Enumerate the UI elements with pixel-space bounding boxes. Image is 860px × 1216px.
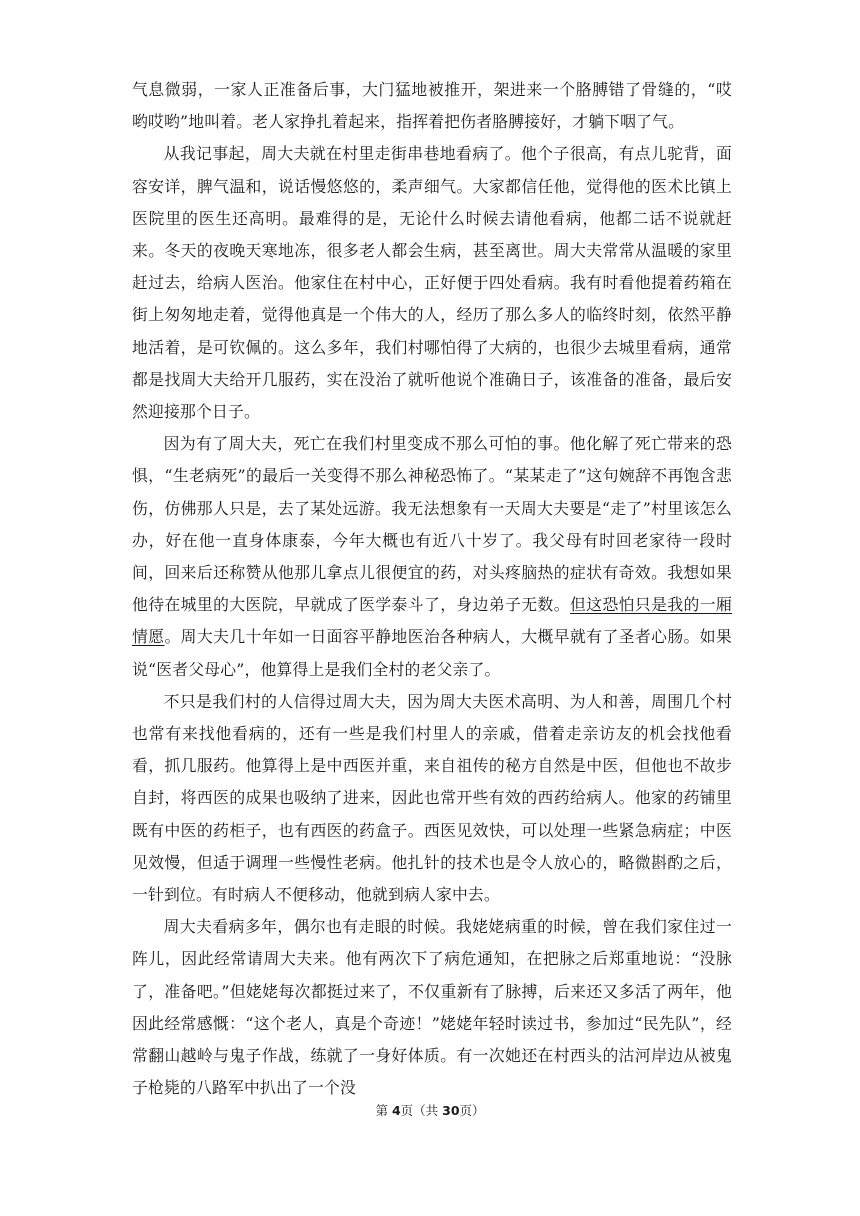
total-pages: 30 bbox=[442, 1103, 460, 1118]
paragraph: 气息微弱，一家人正准备后事，大门猛地被推开，架进来一个胳膊错了骨缝的，“哎哟哎哟”地叫着。老人家挣扎着起来，指挥着把伤者胳膊接好，才躺下咽了气。 bbox=[132, 80, 732, 132]
page-footer bbox=[0, 1101, 860, 1119]
paragraph: 周大夫看病多年，偶尔也有走眼的时候。我姥姥病重的时候，曾在我们家住过一阵儿，因此经常请周大夫来。他有两次下了病危通知，在把脉之后郑重地说：“没脉了，准备吧。”但姥姥每次都挺过来了，不仅重新有了脉搏，后来还又多活了两年，他因此经常感慨：“这个老人，真是个奇迹！”姥姥年轻时读过书，参加过“民先队”，经常翻山越岭与鬼子作战，练就了一身好体质。有一次她还在村西头的沽河岸边从被鬼子枪毙的八路军中扒出了一个没 bbox=[132, 917, 732, 1098]
paragraph-text: 。周大夫几十年如一日面容平静地医治各种病人，大概早就有了圣者心肠。如果说“医者父母心”，他算得上是我们全村的老父亲了。 bbox=[132, 627, 732, 679]
body-text bbox=[132, 74, 732, 1105]
paragraph: 从我记事起，周大夫就在村里走街串巷地看病了。他个子很高，有点儿驼背，面容安详，脾气温和，说话慢悠悠的，柔声细气。大家都信任他，觉得他的医术比镇上医院里的医生还高明。最难得的是，无论什么时候去请他看病，他都二话不说就赶来。冬天的夜晚天寒地冻，很多老人都会生病，甚至离世。周大夫常常从温暖的家里赶过去，给病人医治。他家住在村中心，正好便于四处看病。我有时看他提着药箱在街上匆匆地走着，觉得他真是一个伟大的人，经历了那么多人的临终时刻，依然平静地活着，是可钦佩的。这么多年，我们村哪怕得了大病的，也很少去城里看病，通常都是找周大夫给开几服药，实在没治了就听他说个准确日子，该准备的准备，最后安然迎接那个日子。 bbox=[132, 144, 732, 422]
paragraph: 不只是我们村的人信得过周大夫，因为周大夫医术高明、为人和善，周围几个村也常有来找他看病的，还有一些是我们村里人的亲戚，借着走亲访友的机会找他看看，抓几服药。他算得上是中西医并重，来自祖传的秘方自然是中医，但他也不故步自封，将西医的成果也吸纳了进来，因此也常开些有效的西药给病人。他家的药铺里既有中医的药柜子，也有西医的药盒子。西医见效快，可以处理一些紧急病症；中医见效慢，但适于调理一些慢性老病。他扎针的技术也是令人放心的，略微斟酌之后，一针到位。有时病人不便移动，他就到病人家中去。 bbox=[132, 691, 732, 905]
footer-suffix: 页） bbox=[459, 1103, 485, 1118]
page-number: 4 bbox=[391, 1103, 401, 1118]
underlined-sentence: 但这恐怕只是我的一厢情愿 bbox=[132, 595, 732, 647]
footer-middle: 页（共 bbox=[400, 1103, 443, 1118]
paragraph bbox=[132, 428, 732, 686]
footer-prefix: 第 bbox=[375, 1103, 392, 1118]
paragraph-text: 因为有了周大夫，死亡在我们村里变成不那么可怕的事。他化解了死亡带来的恐惧，“生老病死”的最后一关变得不那么神秘恐怖了。“某某走了”这句婉辞不再饱含悲伤，仿佛那人只是，去了某处远游。我无法想象有一天周大夫要是“走了”村里该怎么办，好在他一直身体康泰，今年大概也有近八十岁了。我父母有时回老家待一段时间，回来后还称赞从他那儿拿点儿很便宜的药，对头疼脑热的症状有奇效。我想如果他待在城里的大医院，早就成了医学泰斗了，身边弟子无数。 bbox=[132, 434, 732, 615]
